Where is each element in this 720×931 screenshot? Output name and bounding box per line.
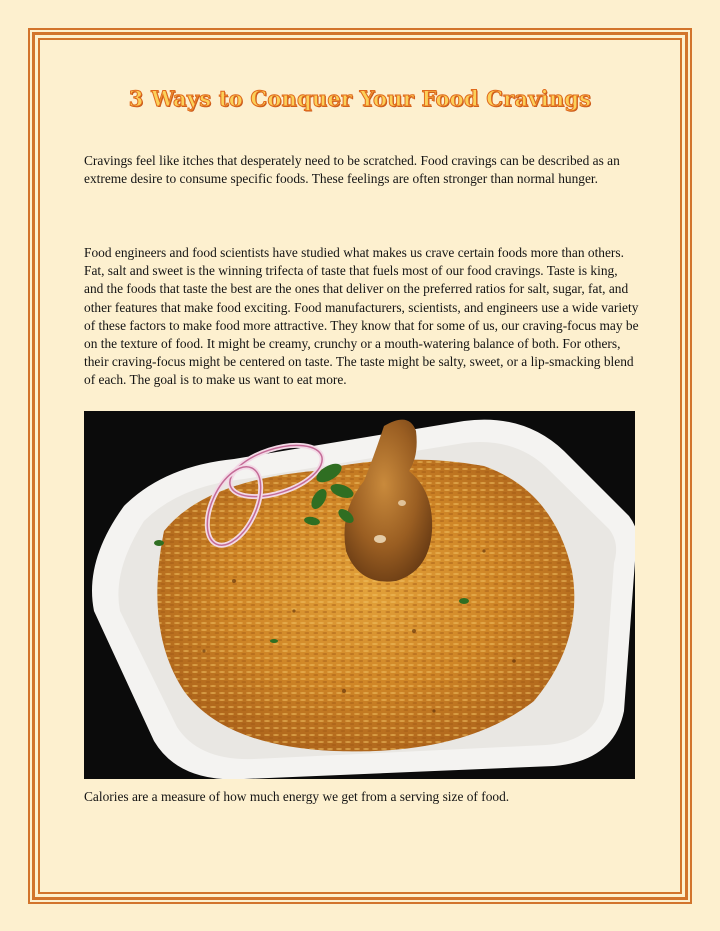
paragraph-food-science: Food engineers and food scientists have studied what makes us crave certain foods more than others. Fat, salt and sweet is the winning trifecta of taste that fuels most of our food cravings. Taste is king, and the foods that taste the best are the ones that deliver on the preferred ratios for salt, sugar, fat, and other features that make food exciting. Food manufacturers, scientists, and engineers use a wide variety of these factors to make food more attractive. They know that for some of us, our craving-focus may be on the texture of food. It might be creamy, crunchy or a mouth-watering balance of both. For others, their craving-focus might be centered on taste. The taste might be salty, sweet, or a lip-smacking blend of each. The goal is to make us want to eat more.: [84, 245, 639, 388]
document-title: 3 Ways to Conquer Your Food Cravings: [128, 86, 592, 111]
food-photo: [84, 411, 635, 779]
paragraph-intro: Cravings feel like itches that desperately need to be scratched. Food cravings can be described as an extreme desire to consume specific foods. These feelings are often stronger than normal hunger.: [84, 153, 620, 187]
paragraph-calories: Calories are a measure of how much energy we get from a serving size of food.: [84, 789, 510, 804]
